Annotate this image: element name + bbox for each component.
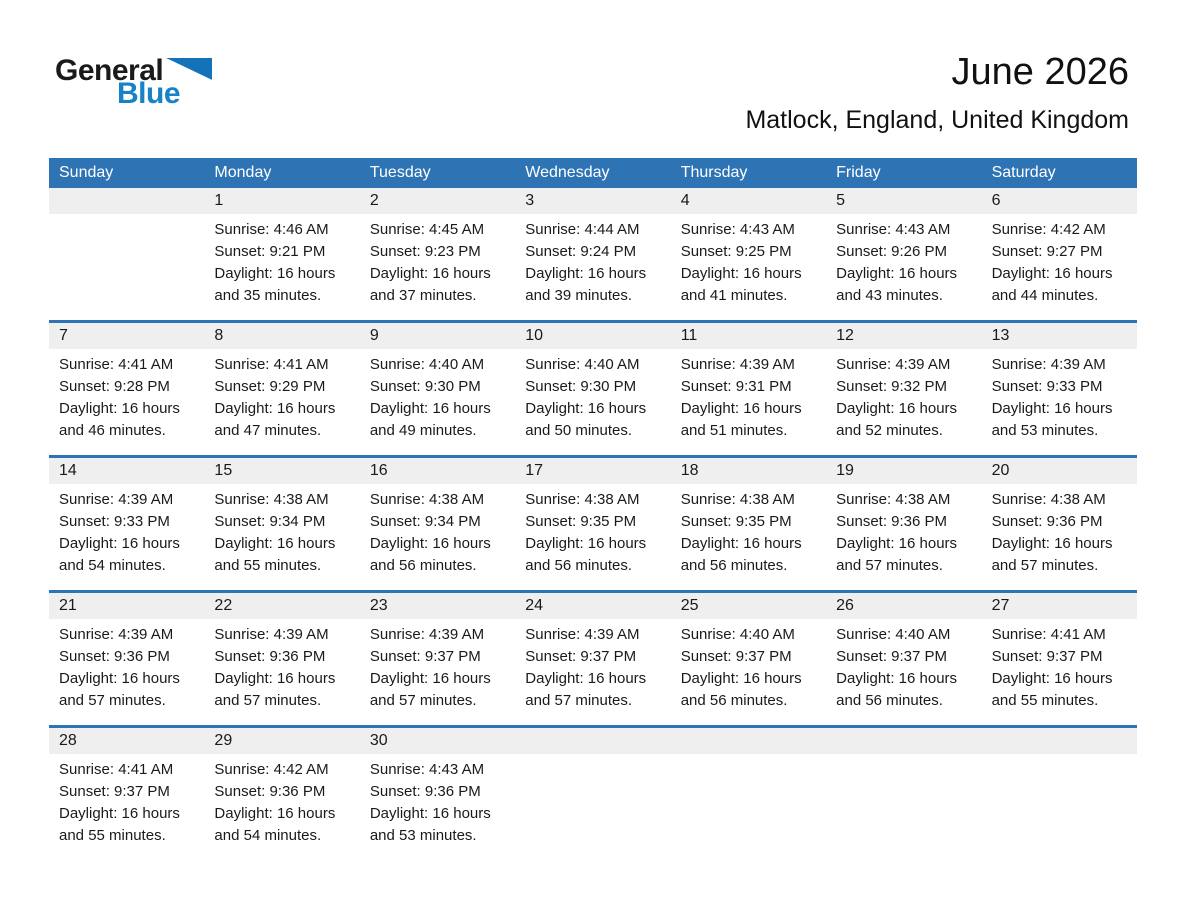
day-number: 20 [991, 462, 1010, 479]
daylight-text: Daylight: 16 hours and 54 minutes. [214, 805, 336, 844]
week-row [49, 188, 1137, 320]
sunrise-text: Sunrise: 4:46 AM [214, 221, 329, 238]
day-detail-band [49, 754, 1137, 860]
day-detail-band [49, 484, 1137, 590]
daylight-text: Daylight: 16 hours and 50 minutes. [525, 400, 647, 439]
day-cell [49, 754, 204, 860]
daylight-text: Daylight: 16 hours and 51 minutes. [680, 400, 802, 439]
day-number: 2 [369, 192, 379, 209]
day-number: 19 [836, 462, 854, 479]
sunrise-text: Sunrise: 4:40 AM [369, 356, 485, 373]
sunset-text: Sunset: 9:27 PM [991, 243, 1103, 260]
sunrise-text: Sunrise: 4:38 AM [991, 491, 1106, 508]
day-cell [982, 214, 1137, 320]
day-cell [360, 484, 515, 590]
daylight-text: Daylight: 16 hours and 47 minutes. [214, 400, 336, 439]
day-cell [360, 754, 515, 860]
sunrise-text: Sunrise: 4:38 AM [525, 491, 640, 508]
sunrise-text: Sunrise: 4:38 AM [369, 491, 485, 508]
day-cell [515, 619, 670, 725]
day-number: 3 [525, 192, 535, 209]
day-number: 12 [836, 327, 854, 344]
weekday-header-saturday: Saturday [991, 164, 1056, 181]
day-cell [49, 484, 204, 590]
sunset-text: Sunset: 9:32 PM [836, 378, 948, 395]
sunrise-text: Sunrise: 4:43 AM [836, 221, 951, 238]
sunrise-text: Sunrise: 4:41 AM [59, 761, 174, 778]
sunset-text: Sunset: 9:36 PM [836, 513, 948, 530]
day-cell [671, 619, 826, 725]
sunset-text: Sunset: 9:36 PM [991, 513, 1103, 530]
day-number: 4 [680, 192, 690, 209]
sunrise-text: Sunrise: 4:40 AM [680, 626, 795, 643]
day-number: 26 [836, 597, 854, 614]
sunset-text: Sunset: 9:34 PM [369, 513, 481, 530]
daylight-text: Daylight: 16 hours and 44 minutes. [991, 265, 1113, 304]
day-number-band [49, 458, 1137, 484]
day-cell [671, 349, 826, 455]
day-number: 21 [59, 597, 77, 614]
day-cell [671, 214, 826, 320]
daylight-text: Daylight: 16 hours and 57 minutes. [214, 670, 336, 709]
day-cell [204, 214, 359, 320]
day-number: 30 [369, 732, 388, 749]
daylight-text: Daylight: 16 hours and 57 minutes. [369, 670, 491, 709]
sunrise-text: Sunrise: 4:38 AM [214, 491, 329, 508]
sunrise-text: Sunrise: 4:39 AM [59, 626, 174, 643]
day-number: 13 [991, 327, 1010, 344]
day-number: 28 [59, 732, 77, 749]
sunrise-text: Sunrise: 4:39 AM [59, 491, 174, 508]
day-number: 11 [680, 327, 698, 344]
day-cell [515, 484, 670, 590]
sunset-text: Sunset: 9:36 PM [214, 648, 326, 665]
calendar-table [49, 158, 1137, 860]
day-number: 25 [680, 597, 699, 614]
sunrise-text: Sunrise: 4:42 AM [214, 761, 329, 778]
sunset-text: Sunset: 9:31 PM [680, 378, 792, 395]
page-header [49, 52, 1137, 148]
day-cell [982, 754, 1137, 860]
day-number: 24 [525, 597, 544, 614]
day-cell [826, 754, 981, 860]
sunset-text: Sunset: 9:35 PM [680, 513, 792, 530]
daylight-text: Daylight: 16 hours and 35 minutes. [214, 265, 336, 304]
daylight-text: Daylight: 16 hours and 39 minutes. [525, 265, 647, 304]
sunrise-text: Sunrise: 4:45 AM [369, 221, 485, 238]
sunrise-text: Sunrise: 4:44 AM [525, 221, 640, 238]
day-number: 23 [369, 597, 388, 614]
sunrise-text: Sunrise: 4:39 AM [525, 626, 640, 643]
daylight-text: Daylight: 16 hours and 54 minutes. [59, 535, 180, 574]
sunrise-text: Sunrise: 4:42 AM [991, 221, 1106, 238]
daylight-text: Daylight: 16 hours and 53 minutes. [991, 400, 1113, 439]
sunset-text: Sunset: 9:34 PM [214, 513, 326, 530]
weekday-header-sunday: Sunday [59, 164, 114, 181]
day-detail-band [49, 214, 1137, 320]
general-blue-logo [55, 56, 212, 109]
weekday-header-wednesday: Wednesday [525, 164, 610, 181]
day-cell [671, 484, 826, 590]
daylight-text: Daylight: 16 hours and 52 minutes. [836, 400, 958, 439]
day-cell [515, 349, 670, 455]
day-number: 5 [836, 192, 846, 209]
daylight-text: Daylight: 16 hours and 53 minutes. [369, 805, 491, 844]
day-cell [204, 484, 359, 590]
weekday-header-thursday: Thursday [680, 164, 748, 181]
sunrise-text: Sunrise: 4:41 AM [991, 626, 1106, 643]
day-cell [360, 619, 515, 725]
day-number-band [49, 323, 1137, 349]
day-number: 17 [525, 462, 544, 479]
day-number: 9 [369, 327, 379, 344]
sunset-text: Sunset: 9:36 PM [59, 648, 170, 665]
day-number-band [49, 593, 1137, 619]
daylight-text: Daylight: 16 hours and 56 minutes. [836, 670, 958, 709]
day-number: 8 [214, 327, 224, 344]
daylight-text: Daylight: 16 hours and 49 minutes. [369, 400, 491, 439]
day-cell [982, 619, 1137, 725]
sunset-text: Sunset: 9:26 PM [836, 243, 948, 260]
sunset-text: Sunset: 9:37 PM [525, 648, 637, 665]
day-cell [49, 214, 204, 320]
day-cell [826, 214, 981, 320]
day-number: 29 [214, 732, 233, 749]
logo-text-blue: Blue [117, 77, 181, 110]
sunrise-text: Sunrise: 4:41 AM [59, 356, 174, 373]
day-number: 16 [369, 462, 388, 479]
day-number: 1 [214, 192, 224, 209]
sunset-text: Sunset: 9:30 PM [369, 378, 481, 395]
day-number: 15 [214, 462, 233, 479]
sunrise-text: Sunrise: 4:39 AM [836, 356, 951, 373]
sunset-text: Sunset: 9:28 PM [59, 378, 170, 395]
sunrise-text: Sunrise: 4:40 AM [836, 626, 951, 643]
day-cell [826, 619, 981, 725]
sunset-text: Sunset: 9:37 PM [991, 648, 1103, 665]
daylight-text: Daylight: 16 hours and 43 minutes. [836, 265, 958, 304]
title-block [745, 52, 1129, 135]
day-cell [49, 349, 204, 455]
sunset-text: Sunset: 9:36 PM [214, 783, 326, 800]
week-row [49, 590, 1137, 725]
sunset-text: Sunset: 9:33 PM [991, 378, 1103, 395]
week-row [49, 455, 1137, 590]
sunset-text: Sunset: 9:37 PM [59, 783, 170, 800]
sunrise-text: Sunrise: 4:41 AM [214, 356, 329, 373]
day-cell [204, 754, 359, 860]
day-cell [360, 349, 515, 455]
day-cell [826, 484, 981, 590]
day-cell [360, 214, 515, 320]
sunset-text: Sunset: 9:23 PM [369, 243, 481, 260]
sunrise-text: Sunrise: 4:40 AM [525, 356, 640, 373]
day-cell [204, 349, 359, 455]
daylight-text: Daylight: 16 hours and 37 minutes. [369, 265, 491, 304]
sunset-text: Sunset: 9:36 PM [369, 783, 481, 800]
daylight-text: Daylight: 16 hours and 57 minutes. [59, 670, 180, 709]
day-cell [515, 214, 670, 320]
sunrise-text: Sunrise: 4:43 AM [369, 761, 485, 778]
sunset-text: Sunset: 9:37 PM [369, 648, 481, 665]
day-cell [49, 619, 204, 725]
sunset-text: Sunset: 9:21 PM [214, 243, 326, 260]
day-number: 6 [991, 192, 1001, 209]
day-number: 18 [680, 462, 699, 479]
daylight-text: Daylight: 16 hours and 56 minutes. [525, 535, 647, 574]
daylight-text: Daylight: 16 hours and 57 minutes. [525, 670, 647, 709]
day-number: 22 [214, 597, 233, 614]
day-detail-band [49, 349, 1137, 455]
daylight-text: Daylight: 16 hours and 56 minutes. [680, 535, 802, 574]
weekday-header-friday: Friday [836, 164, 881, 181]
weekday-header-row [49, 158, 1137, 188]
sunrise-text: Sunrise: 4:43 AM [680, 221, 795, 238]
day-number: 7 [59, 327, 68, 344]
sunrise-text: Sunrise: 4:38 AM [680, 491, 795, 508]
weekday-header-tuesday: Tuesday [369, 164, 431, 181]
day-detail-band [49, 619, 1137, 725]
sunrise-text: Sunrise: 4:39 AM [680, 356, 795, 373]
sunset-text: Sunset: 9:24 PM [525, 243, 637, 260]
sunset-text: Sunset: 9:37 PM [836, 648, 948, 665]
sunrise-text: Sunrise: 4:39 AM [991, 356, 1106, 373]
daylight-text: Daylight: 16 hours and 55 minutes. [59, 805, 180, 844]
day-number: 14 [59, 462, 77, 479]
day-number-band [49, 728, 1137, 754]
week-row [49, 725, 1137, 860]
daylight-text: Daylight: 16 hours and 46 minutes. [59, 400, 180, 439]
daylight-text: Daylight: 16 hours and 55 minutes. [214, 535, 336, 574]
day-cell [671, 754, 826, 860]
week-row [49, 320, 1137, 455]
sunset-text: Sunset: 9:37 PM [680, 648, 792, 665]
sunset-text: Sunset: 9:30 PM [525, 378, 637, 395]
daylight-text: Daylight: 16 hours and 57 minutes. [991, 535, 1113, 574]
day-cell [826, 349, 981, 455]
day-number: 10 [525, 327, 544, 344]
page-title: June 2026 [951, 51, 1129, 93]
location-subtitle: Matlock, England, United Kingdom [745, 105, 1129, 134]
sunset-text: Sunset: 9:29 PM [214, 378, 326, 395]
daylight-text: Daylight: 16 hours and 56 minutes. [369, 535, 491, 574]
logo-text-general: General [55, 54, 164, 87]
sunrise-text: Sunrise: 4:39 AM [369, 626, 485, 643]
sunrise-text: Sunrise: 4:39 AM [214, 626, 329, 643]
daylight-text: Daylight: 16 hours and 57 minutes. [836, 535, 958, 574]
sunset-text: Sunset: 9:35 PM [525, 513, 637, 530]
daylight-text: Daylight: 16 hours and 41 minutes. [680, 265, 802, 304]
daylight-text: Daylight: 16 hours and 56 minutes. [680, 670, 802, 709]
day-number: 27 [991, 597, 1010, 614]
day-cell [515, 754, 670, 860]
sunset-text: Sunset: 9:33 PM [59, 513, 170, 530]
sunset-text: Sunset: 9:25 PM [680, 243, 792, 260]
weekday-header-monday: Monday [214, 164, 272, 181]
day-cell [982, 484, 1137, 590]
day-number-band [49, 188, 1137, 214]
day-cell [982, 349, 1137, 455]
daylight-text: Daylight: 16 hours and 55 minutes. [991, 670, 1113, 709]
sunrise-text: Sunrise: 4:38 AM [836, 491, 951, 508]
day-cell [204, 619, 359, 725]
